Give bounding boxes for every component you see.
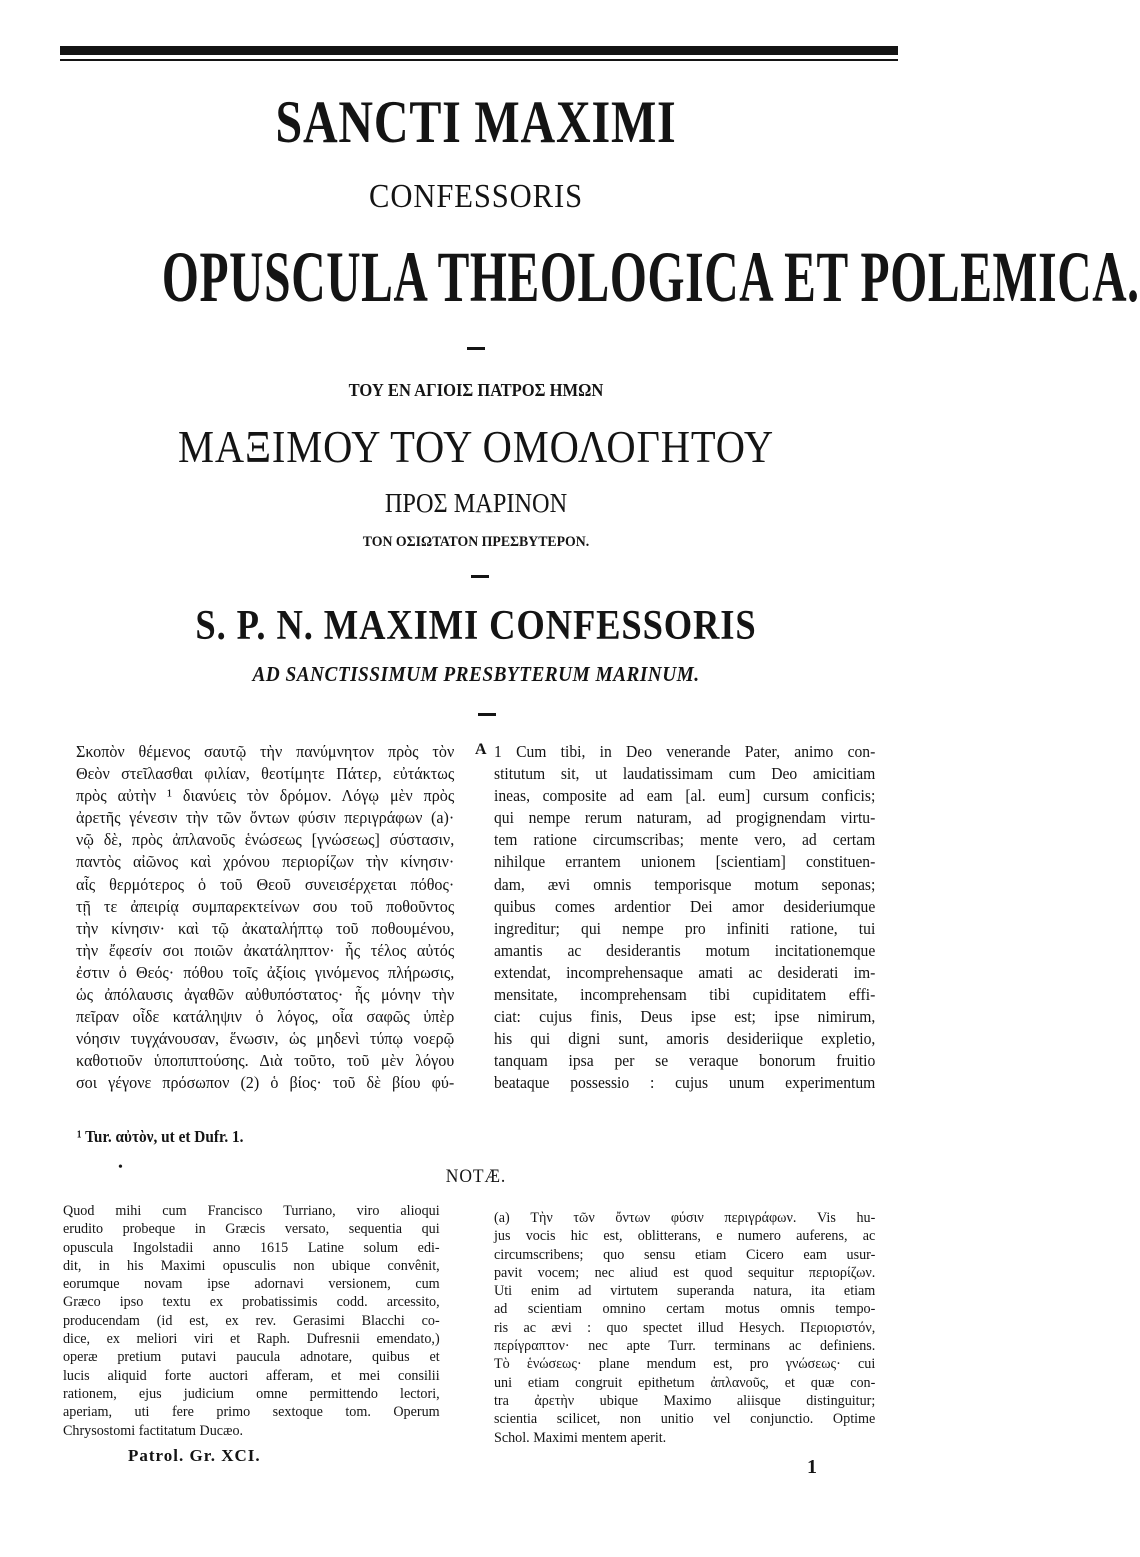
footnote: ¹ Tur. αὐτὸν, ut et Dufr. 1. bbox=[77, 1127, 244, 1146]
latin-heading-line-2: AD SANCTISSIMUM PRESBYTERUM MARINUM. bbox=[252, 662, 700, 686]
greek-heading-line-4: ΤΟΝ ΟΣΙΩΤΑΤΟΝ ΠΡΕΣΒΥΤΕΡΟΝ. bbox=[362, 534, 590, 550]
greek-text-line: καθοτιοῦν ὑποπιπτούσης. Διὰ τοῦτο, τοῦ μὲν λόγου bbox=[76, 1051, 455, 1071]
latin-text-line: 1 Cum tibi, in Deo venerande Pater, animo con- bbox=[494, 742, 876, 761]
notes-line: Τὸ ἑνώσεως· plane mendum est, pro γνώσεως· cui bbox=[494, 1355, 876, 1373]
notes-right-column bbox=[494, 1209, 875, 1447]
notes-line: erudito probeque in Græcis versato, sequentia qui bbox=[63, 1220, 440, 1238]
latin-text-line: amantis ac desiderantis motum incitationemque bbox=[494, 940, 876, 960]
notes-line: (a) Τὴν τῶν ὄντων φύσιν περιγράφων. Vis hu- bbox=[494, 1209, 876, 1226]
title-line-2: CONFESSORIS bbox=[369, 178, 583, 215]
notes-line: eorumque novam ipse adornavi versionem, cum bbox=[63, 1275, 440, 1293]
notes-line: opuscula Ingolstadii anno 1615 Latine solum edi- bbox=[63, 1238, 440, 1256]
latin-text-line: nihilque errantem unionem [scientiam] constituen- bbox=[494, 852, 876, 872]
notes-line: dit, in his Maximi opusculis non ubique convênit, bbox=[63, 1256, 440, 1274]
notes-line: περίγραπτον· nec apte Turr. terminans ac definiens. bbox=[494, 1337, 876, 1355]
notes-line: lucis aliquid forte auctori afferam, et mei consilii bbox=[63, 1366, 440, 1384]
latin-text-line: extendat, incomprehensaque amati ac desiderati im- bbox=[494, 962, 876, 982]
top-rule-thick bbox=[60, 46, 898, 55]
greek-text-line: πεῖραν οἶδε κατάληψιν ὁ λόγος, οἷα σαφῶς ὑπὲρ bbox=[76, 1007, 455, 1027]
notes-line: Quod mihi cum Francisco Turriano, viro alioqui bbox=[63, 1202, 440, 1219]
latin-text-line: tanquam ipsa per se veraque bonorum fruitio bbox=[494, 1051, 876, 1071]
notes-line: Uti enim ad virtutem superanda natura, ita etiam bbox=[494, 1282, 876, 1300]
greek-text-line: αἷς θερμότερος ὁ τοῦ Θεοῦ συνεισέρχεται πόθος· bbox=[76, 874, 455, 894]
latin-text-line: ciat: cujus finis, Deus ipse est; ipse nimirum, bbox=[494, 1007, 876, 1027]
latin-text-column bbox=[494, 741, 875, 1095]
notes-line: Chrysostomi factitatum Ducæo. bbox=[63, 1421, 244, 1439]
greek-text-line: νόησιν τυγχάνουσαν, ἕνωσιν, ὡς μηδενὶ τύπῳ νοερῷ bbox=[76, 1029, 455, 1049]
latin-text-line: stitutum sit, ut laudatissimam cum Deo amicitiam bbox=[494, 764, 876, 784]
notes-line: Schol. Maximi mentem aperit. bbox=[494, 1428, 667, 1446]
greek-text-line: τὴν κίνησιν· καὶ τῷ ἀκαταλήπτῳ τοῦ ποθουμένου, bbox=[76, 918, 455, 938]
notes-line: scientia scilicet, non unitio vel conjunctio. Optime bbox=[494, 1410, 876, 1428]
latin-text-line: his qui digni sunt, amoris desideriique expletio, bbox=[494, 1029, 876, 1049]
latin-text-line: tem ratione circumscribas; mente vero, ad certam bbox=[494, 830, 876, 850]
notes-line: pavit vocem; nec aliud est quod sequitur περιορίζων. bbox=[494, 1263, 876, 1281]
greek-text-line: ἀρετῆς γένεσιν τὴν τῶν ὄντων φύσιν περιγράφων (a)· bbox=[76, 808, 455, 828]
notes-heading: NOTÆ. bbox=[445, 1166, 507, 1187]
greek-text-line: Θεὸν στεῖλασθαι φιλίαν, θεοτίμητε Πάτερ, εὐτάκτως bbox=[76, 764, 455, 784]
title-line-3: OPUSCULA THEOLOGICA ET POLEMICA. bbox=[161, 237, 1140, 317]
latin-text-line: quibus comes ardentior Dei amor desideriumque bbox=[494, 896, 876, 916]
notes-line: producendam (id est, ex rev. Gerasimi Blacchi co- bbox=[63, 1311, 440, 1329]
notes-line: aperiam, uti fere primo sextoque tom. Operum bbox=[63, 1403, 440, 1421]
latin-text-line: mensitate, incomprehensam tibi cupiditatem effi- bbox=[494, 985, 876, 1005]
notes-line: ad scientiam omnino certam motus omnis tempo- bbox=[494, 1300, 876, 1318]
notes-line: dice, ex meliori viri et Raph. Dufresnii emendato,) bbox=[63, 1330, 440, 1348]
notes-line: uni etiam congruit epithetum ἀπλανοῦς, et quæ con- bbox=[494, 1373, 876, 1391]
greek-text-line: σοι γέγονε πρόσωπον (2) ὁ βίος· τοῦ δὲ βίου φύ- bbox=[76, 1073, 455, 1093]
divider-dash-2 bbox=[471, 575, 489, 578]
margin-marker: A bbox=[475, 741, 487, 758]
top-rule-thin bbox=[60, 59, 898, 61]
latin-text-line: qui nempe rerum naturam, ad progignendam virtu- bbox=[494, 808, 876, 828]
notes-line: rationem, ejus judicium omne permittendo lectori, bbox=[63, 1384, 440, 1402]
greek-heading-line-1: ΤΟΥ ΕΝ ΑΓΙΟΙΣ ΠΑΤΡΟΣ ΗΜΩΝ bbox=[348, 380, 604, 400]
notes-line: ris ac ævi : quo spectet illud Hesych. Περιοριστόν, bbox=[494, 1318, 876, 1336]
greek-text-line: ἐστιν ὁ Θεός· πόθου τοῖς ἀξίοις γινόμενος πλήρωσις, bbox=[76, 962, 455, 982]
notes-line: circumscribens; quo sensu etiam Cicero eam usur- bbox=[494, 1245, 876, 1263]
page-number: 1 bbox=[807, 1456, 817, 1478]
divider-dash-1 bbox=[467, 347, 485, 350]
bullet-mark: • bbox=[118, 1160, 123, 1175]
greek-heading-line-3: ΠΡΟΣ ΜΑΡΙΝΟΝ bbox=[384, 488, 568, 518]
greek-text-line: παντὸς αἰῶνος καὶ χρόνου περιορίζων τὴν κίνησιν· bbox=[76, 852, 455, 872]
greek-text-line: πρὸς αὐτὴν ¹ διανύεις τὸν δρόμον. Λόγῳ μὲν πρὸς bbox=[76, 786, 455, 806]
latin-text-line: ineas, composite ad eam [al. eum] cursum conficis; bbox=[494, 786, 876, 806]
title-line-1: SANCTI MAXIMI bbox=[275, 89, 677, 155]
greek-text-line: τῇ τε ἀπειρίᾳ συμπαρεκτείνων σου τοῦ ποθοῦντος bbox=[76, 896, 455, 916]
greek-text-line: Σκοπὸν θέμενος σαυτῷ τὴν πανύμνητον πρὸς τὸν bbox=[76, 742, 455, 761]
greek-text-column bbox=[76, 741, 454, 1095]
notes-line: jus vocis hic est, oblitterans, e numero auferens, ac bbox=[494, 1227, 876, 1245]
greek-text-line: νῷ δὲ, πρὸς ἀπλανοῦς ἑνώσεως [γνώσεως] σύστασιν, bbox=[76, 830, 455, 850]
greek-heading-line-2: ΜΑΞΙΜΟΥ ΤΟΥ ΟΜΟΛΟΓΗΤΟΥ bbox=[177, 421, 775, 472]
running-footer: Patrol. Gr. XCI. bbox=[128, 1446, 261, 1465]
notes-line: Græco ipso textu ex probatissimis codd. arcessito, bbox=[63, 1293, 440, 1311]
greek-text-line: τὴν ἔφεσίν σοι ποιῶν ἀκατάληπτον· ἧς τέλος αὐτός bbox=[76, 940, 455, 960]
latin-heading-line-1: S. P. N. MAXIMI CONFESSORIS bbox=[195, 603, 757, 649]
notes-line: tra ἀρετὴν ubique Maximo aliisque distinguitur; bbox=[494, 1391, 876, 1409]
notes-line: operæ pretium putavi paucula adnotare, quibus et bbox=[63, 1348, 440, 1366]
latin-text-line: dam, ævi omnis temporisque motum seponas; bbox=[494, 874, 876, 894]
divider-dash-3 bbox=[478, 713, 496, 716]
latin-text-line: beataque possessio : cujus unum experimentum bbox=[494, 1073, 876, 1093]
latin-text-line: ingreditur; qui nempe pro infiniti ratione, tui bbox=[494, 918, 876, 938]
greek-text-line: ὡς ἀπόλαυσις ἀγαθῶν αὐθυπόστατος· ἧς μόνην τὴν bbox=[76, 985, 455, 1005]
notes-left-column bbox=[63, 1202, 440, 1440]
